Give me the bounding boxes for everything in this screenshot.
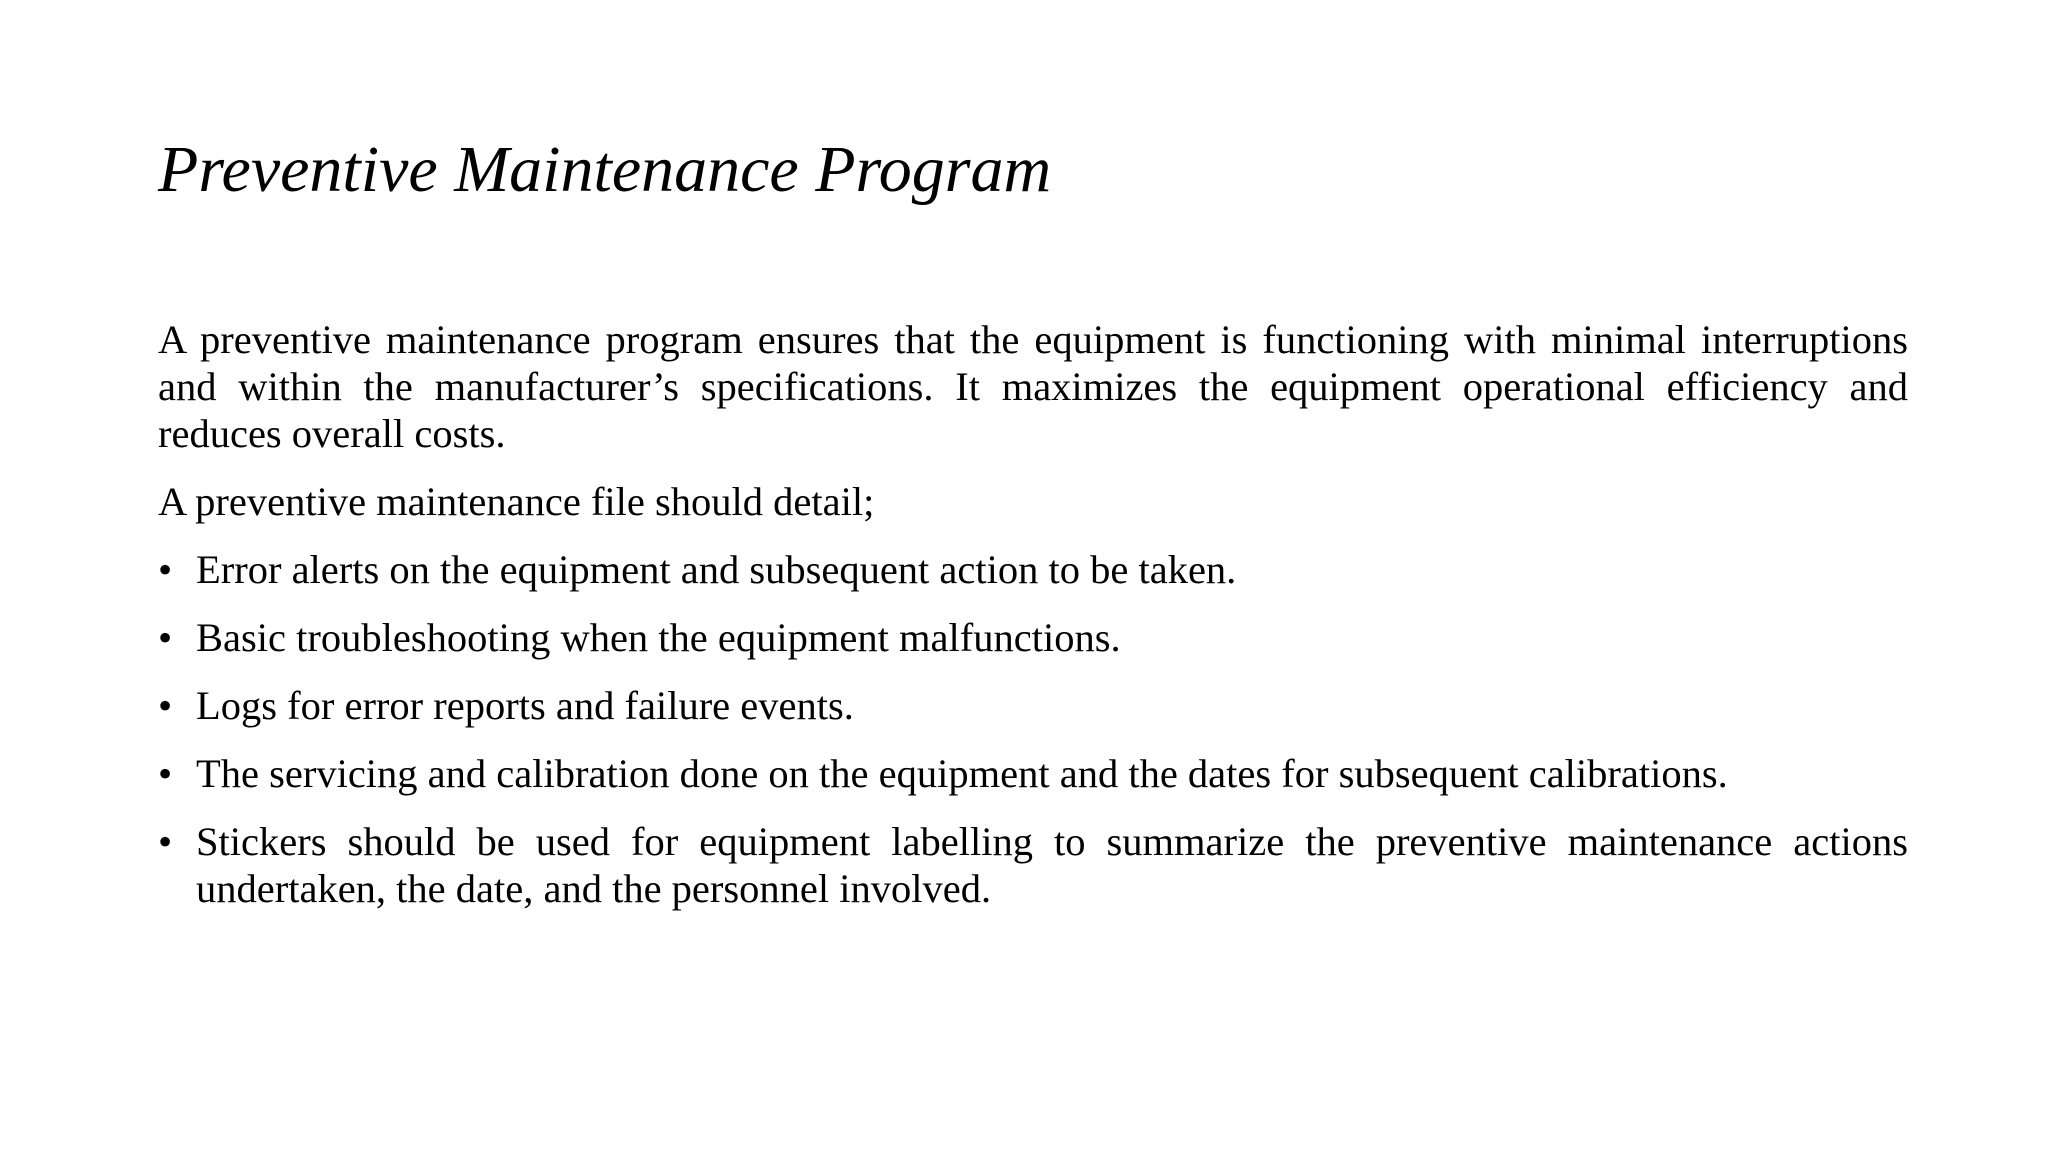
intro-paragraph: A preventive maintenance program ensures that the equipment is functioning with minimal interruptions and within the manufacturer’s specifications. It maximizes the equipment operational efficiency and reduces overall costs. — [158, 317, 1908, 456]
list-item-text: Stickers should be used for equipment labelling to summarize the preventive maintenance actions undertaken, the date, and the personnel involved. — [196, 819, 1908, 911]
slide-body — [158, 316, 1908, 933]
list-item — [158, 682, 1908, 729]
list-item-text: The servicing and calibration done on the equipment and the dates for subsequent calibrations. — [196, 751, 1728, 796]
list-item — [158, 818, 1908, 912]
list-item — [158, 546, 1908, 593]
bullet-icon: • — [158, 751, 173, 796]
list-item — [158, 614, 1908, 661]
bullet-list — [158, 546, 1908, 912]
bullet-icon: • — [158, 615, 173, 660]
bullet-icon: • — [158, 819, 173, 864]
list-item-text: Logs for error reports and failure events. — [196, 683, 854, 728]
bullet-icon: • — [158, 547, 173, 592]
bullet-icon: • — [158, 683, 173, 728]
list-item-text: Error alerts on the equipment and subsequent action to be taken. — [196, 547, 1237, 592]
list-item — [158, 750, 1908, 797]
list-item-text: Basic troubleshooting when the equipment malfunctions. — [196, 615, 1121, 660]
lead-paragraph: A preventive maintenance file should detail; — [158, 479, 875, 524]
slide-title: Preventive Maintenance Program — [158, 133, 1052, 206]
